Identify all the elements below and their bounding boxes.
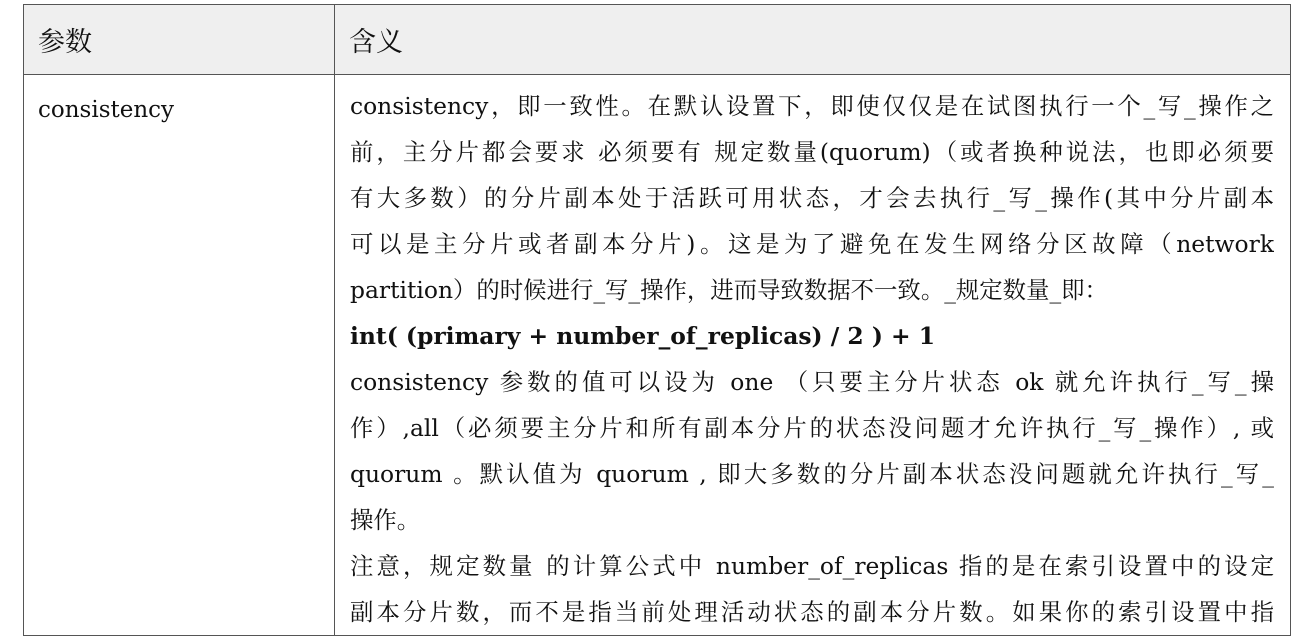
meaning-line-5: partition）的时候进行_写_操作，进而导致数据不一致。_规定数量_即：	[350, 276, 1108, 304]
meaning-line-11: 注意，规定数量 的计算公式中 number_of_replicas 指的是在索引设置中的设定	[350, 552, 1274, 580]
param-name-cell: consistency	[24, 75, 335, 636]
meaning-line-9: quorum 。默认值为 quorum , 即大多数的分片副本状态没问题就允许执行_写_	[350, 460, 1274, 488]
meaning-cell	[335, 75, 1291, 636]
meaning-line-8: 作）,all（必须要主分片和所有副本分片的状态没问题才允许执行_写_操作）, 或	[350, 414, 1274, 442]
meaning-line-7: consistency 参数的值可以设为 one （只要主分片状态 ok 就允许执行_写_操	[350, 368, 1274, 396]
meaning-line-2: 前，主分片都会要求 必须要有 规定数量(quorum)（或者换种说法，也即必须要	[350, 138, 1274, 166]
meaning-line-3: 有大多数）的分片副本处于活跃可用状态，才会去执行_写_操作(其中分片副本	[350, 184, 1274, 212]
table-header-row	[24, 5, 1291, 75]
table-row	[24, 75, 1291, 636]
meaning-line-1: consistency，即一致性。在默认设置下，即使仅仅是在试图执行一个_写_操作之	[350, 92, 1274, 120]
header-meaning: 含义	[335, 5, 1291, 75]
meaning-line-12: 副本分片数，而不是指当前处理活动状态的副本分片数。如果你的索引设置中指	[350, 598, 1274, 626]
meaning-line-10: 操作。	[350, 506, 421, 534]
parameter-table	[23, 4, 1291, 636]
formula-line: int( (primary + number_of_replicas) / 2 ) + 1	[350, 322, 936, 350]
header-param: 参数	[24, 5, 335, 75]
meaning-line-4: 可以是主分片或者副本分片)。这是为了避免在发生网络分区故障（network	[350, 230, 1274, 258]
